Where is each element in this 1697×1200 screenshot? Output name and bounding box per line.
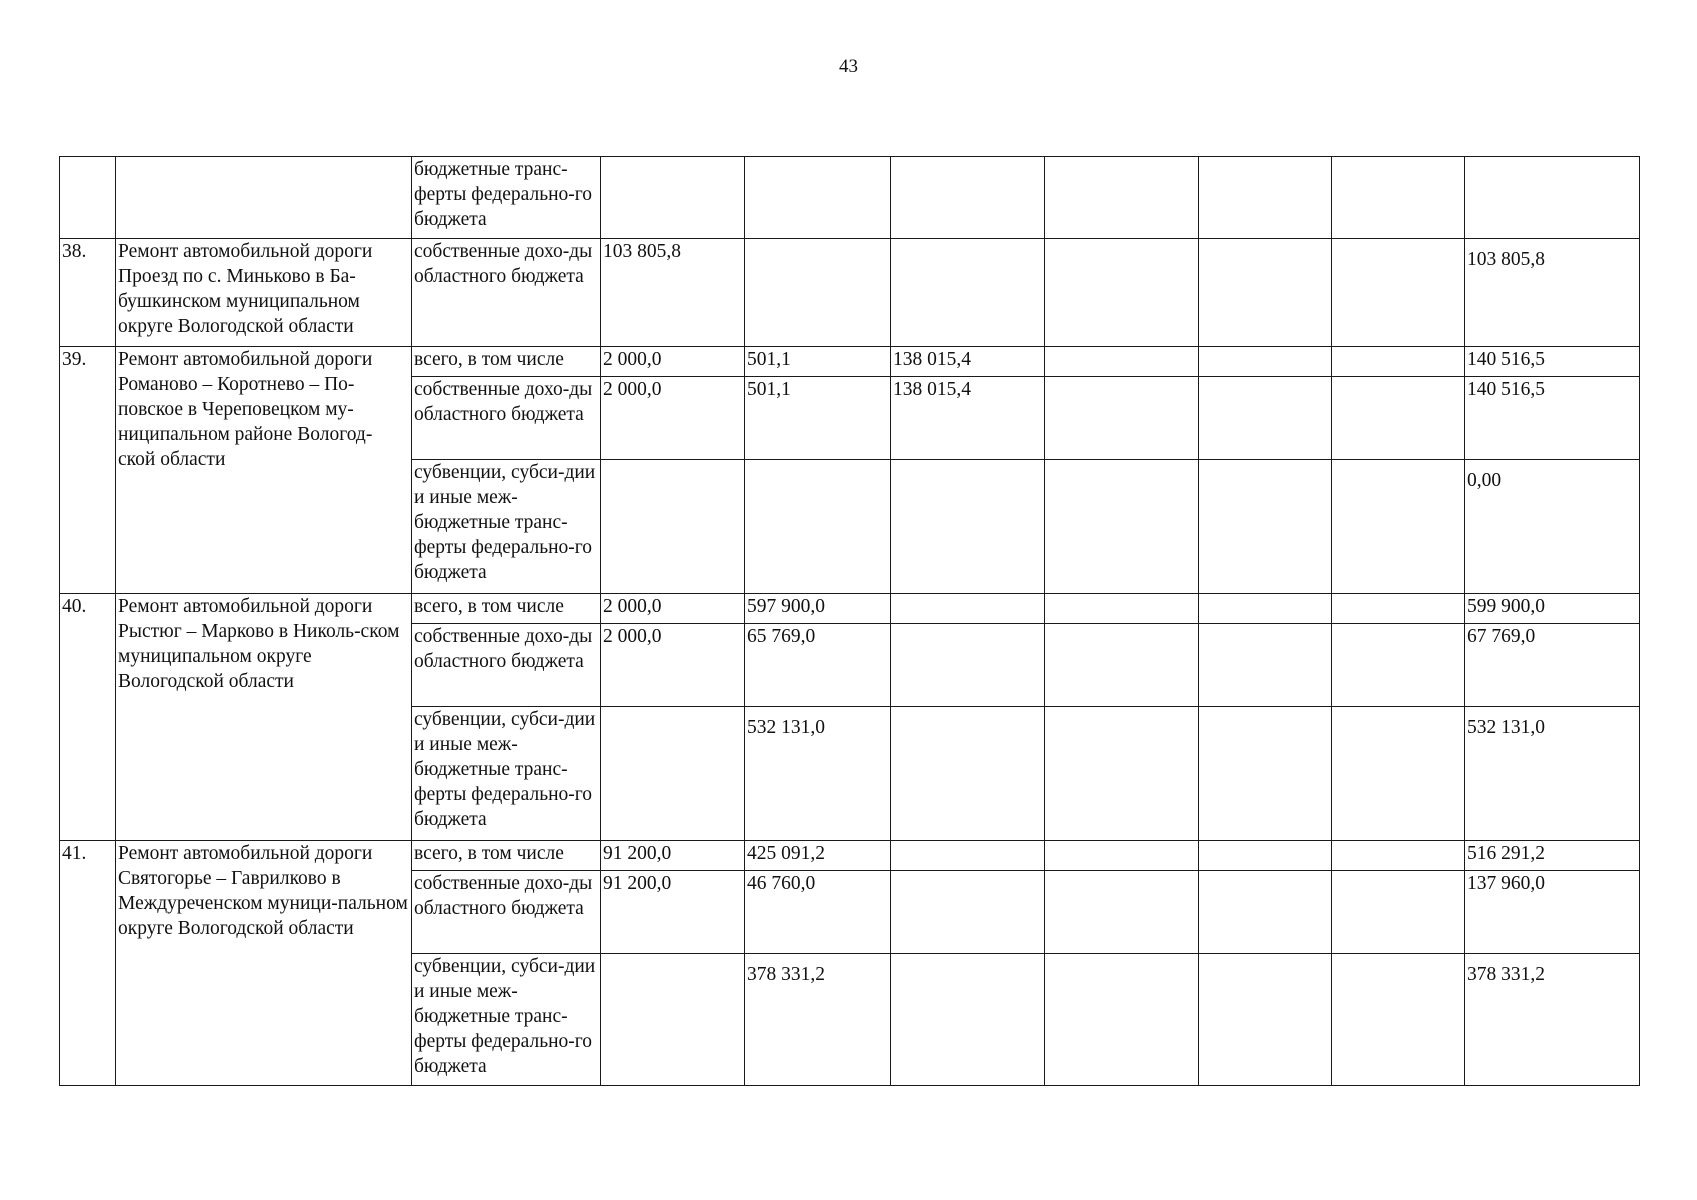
funding-source-cell: собственные дохо-ды областного бюджета bbox=[412, 624, 601, 707]
row-number-cell: 38. bbox=[60, 239, 116, 347]
value-cell: 2 000,0 bbox=[601, 347, 745, 377]
value-cell bbox=[745, 460, 891, 594]
total-cell bbox=[1465, 157, 1640, 239]
value-cell bbox=[1045, 871, 1199, 954]
value-cell: 501,1 bbox=[745, 347, 891, 377]
table-row bbox=[60, 841, 1640, 871]
value-cell bbox=[1332, 624, 1465, 707]
value-cell: 2 000,0 bbox=[601, 377, 745, 460]
value-cell bbox=[1199, 460, 1332, 594]
total-cell: 599 900,0 bbox=[1465, 594, 1640, 624]
funding-source-cell: собственные дохо-ды областного бюджета bbox=[412, 239, 601, 347]
funding-source-cell: субвенции, субси-дии и иные меж-бюджетные транс-ферты федерально-го бюджета bbox=[412, 707, 601, 841]
value-cell bbox=[601, 157, 745, 239]
value-cell: 597 900,0 bbox=[745, 594, 891, 624]
total-cell: 140 516,5 bbox=[1465, 347, 1640, 377]
value-cell bbox=[1332, 460, 1465, 594]
funding-source-cell: всего, в том числе bbox=[412, 347, 601, 377]
value-cell bbox=[745, 157, 891, 239]
funding-source-cell: собственные дохо-ды областного бюджета bbox=[412, 377, 601, 460]
value-cell bbox=[891, 841, 1045, 871]
value-cell bbox=[1045, 347, 1199, 377]
value-cell bbox=[1045, 707, 1199, 841]
value-cell bbox=[1199, 954, 1332, 1086]
value-cell bbox=[891, 707, 1045, 841]
funding-source-cell: всего, в том числе bbox=[412, 841, 601, 871]
value-cell bbox=[1332, 594, 1465, 624]
value-cell bbox=[891, 954, 1045, 1086]
value-cell bbox=[1199, 347, 1332, 377]
value-cell: 138 015,4 bbox=[891, 347, 1045, 377]
total-cell: 137 960,0 bbox=[1465, 871, 1640, 954]
value-cell: 501,1 bbox=[745, 377, 891, 460]
total-cell: 140 516,5 bbox=[1465, 377, 1640, 460]
value-cell bbox=[1045, 377, 1199, 460]
value-cell: 103 805,8 bbox=[601, 239, 745, 347]
value-cell bbox=[1332, 377, 1465, 460]
value-cell bbox=[1332, 347, 1465, 377]
value-cell: 91 200,0 bbox=[601, 841, 745, 871]
object-name-cell: Ремонт автомобильной дороги Рыстюг – Марково в Николь-ском муниципальном округе Вологодской области bbox=[116, 594, 412, 841]
value-cell bbox=[1332, 871, 1465, 954]
budget-table bbox=[59, 156, 1640, 1086]
value-cell bbox=[891, 624, 1045, 707]
value-cell bbox=[1045, 239, 1199, 347]
value-cell bbox=[1332, 707, 1465, 841]
value-cell bbox=[891, 871, 1045, 954]
value-cell bbox=[891, 239, 1045, 347]
value-cell bbox=[1045, 841, 1199, 871]
value-cell bbox=[1332, 954, 1465, 1086]
value-cell bbox=[1332, 157, 1465, 239]
table-row bbox=[60, 157, 1640, 239]
funding-source-cell: собственные дохо-ды областного бюджета bbox=[412, 871, 601, 954]
row-number-cell: 39. bbox=[60, 347, 116, 594]
row-number-cell: 41. bbox=[60, 841, 116, 1086]
value-cell bbox=[1199, 871, 1332, 954]
value-cell bbox=[891, 594, 1045, 624]
value-cell bbox=[1199, 594, 1332, 624]
value-cell: 46 760,0 bbox=[745, 871, 891, 954]
value-cell bbox=[1199, 707, 1332, 841]
value-cell bbox=[601, 954, 745, 1086]
value-cell: 378 331,2 bbox=[745, 954, 891, 1086]
row-number-cell: 40. bbox=[60, 594, 116, 841]
total-cell: 532 131,0 bbox=[1465, 707, 1640, 841]
table-row bbox=[60, 594, 1640, 624]
value-cell bbox=[601, 460, 745, 594]
value-cell: 532 131,0 bbox=[745, 707, 891, 841]
object-name-cell: Ремонт автомобильной дороги Романово – Коротнево – По-повское в Череповецком му-ниципальном районе Вологод-ской области bbox=[116, 347, 412, 594]
value-cell bbox=[1045, 460, 1199, 594]
funding-source-cell: субвенции, субси-дии и иные меж-бюджетные транс-ферты федерально-го бюджета bbox=[412, 460, 601, 594]
object-name-cell: Ремонт автомобильной дороги Проезд по с. Миньково в Ба-бушкинском муниципальном округе Вологодской области bbox=[116, 239, 412, 347]
value-cell bbox=[1045, 954, 1199, 1086]
total-cell: 516 291,2 bbox=[1465, 841, 1640, 871]
object-name-cell bbox=[116, 157, 412, 239]
table-row bbox=[60, 239, 1640, 347]
value-cell bbox=[1332, 841, 1465, 871]
object-name-cell: Ремонт автомобильной дороги Святогорье – Гаврилково в Междуреченском муници-пальном округе Вологодской области bbox=[116, 841, 412, 1086]
value-cell bbox=[1045, 624, 1199, 707]
value-cell bbox=[1199, 377, 1332, 460]
page-number: 43 bbox=[839, 56, 858, 77]
total-cell: 0,00 bbox=[1465, 460, 1640, 594]
funding-source-cell: всего, в том числе bbox=[412, 594, 601, 624]
value-cell: 2 000,0 bbox=[601, 624, 745, 707]
value-cell: 2 000,0 bbox=[601, 594, 745, 624]
funding-source-cell: бюджетные транс-ферты федерально-го бюджета bbox=[412, 157, 601, 239]
value-cell bbox=[601, 707, 745, 841]
value-cell bbox=[1199, 239, 1332, 347]
value-cell bbox=[891, 157, 1045, 239]
table-row bbox=[60, 347, 1640, 377]
value-cell bbox=[1199, 841, 1332, 871]
total-cell: 378 331,2 bbox=[1465, 954, 1640, 1086]
row-number-cell bbox=[60, 157, 116, 239]
value-cell bbox=[1045, 157, 1199, 239]
value-cell bbox=[1045, 594, 1199, 624]
value-cell: 65 769,0 bbox=[745, 624, 891, 707]
value-cell: 425 091,2 bbox=[745, 841, 891, 871]
total-cell: 67 769,0 bbox=[1465, 624, 1640, 707]
funding-source-cell: субвенции, субси-дии и иные меж-бюджетные транс-ферты федерально-го бюджета bbox=[412, 954, 601, 1086]
value-cell bbox=[1199, 157, 1332, 239]
total-cell: 103 805,8 bbox=[1465, 239, 1640, 347]
value-cell: 91 200,0 bbox=[601, 871, 745, 954]
value-cell bbox=[745, 239, 891, 347]
value-cell bbox=[1199, 624, 1332, 707]
value-cell bbox=[1332, 239, 1465, 347]
value-cell bbox=[891, 460, 1045, 594]
value-cell: 138 015,4 bbox=[891, 377, 1045, 460]
